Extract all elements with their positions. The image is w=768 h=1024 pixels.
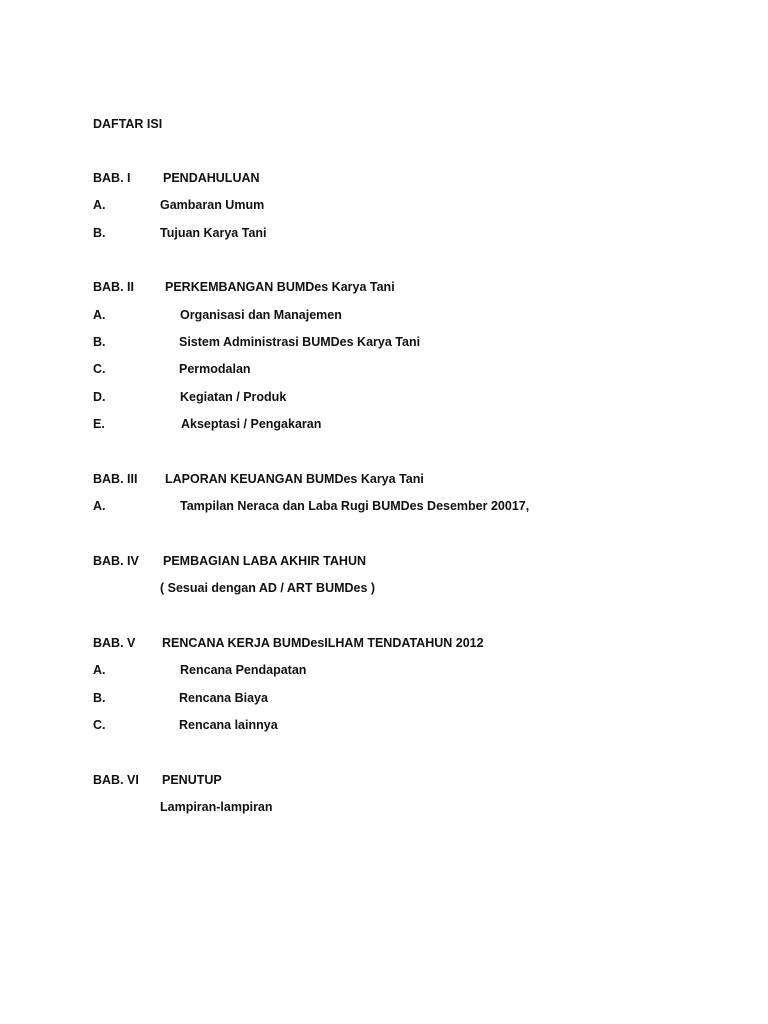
chapter-title: LAPORAN KEUANGAN BUMDes Karya Tani xyxy=(165,472,424,486)
item-letter: A. xyxy=(93,308,106,322)
item-text: Rencana lainnya xyxy=(179,718,278,732)
item-text: Gambaran Umum xyxy=(160,198,265,212)
item-letter: A. xyxy=(93,198,106,212)
item-text: Tujuan Karya Tani xyxy=(160,226,267,240)
item-letter: E. xyxy=(93,417,105,431)
chapter-title: PENUTUP xyxy=(162,773,222,787)
item-letter: B. xyxy=(93,226,106,240)
item-letter: A. xyxy=(93,663,106,677)
chapter-label: BAB. IV xyxy=(93,554,139,568)
chapter-label: BAB. V xyxy=(93,636,136,650)
chapter-title: PENDAHULUAN xyxy=(163,171,260,185)
chapter-title: PEMBAGIAN LABA AKHIR TAHUN xyxy=(163,554,366,568)
item-letter: C. xyxy=(93,718,106,732)
item-letter: B. xyxy=(93,691,106,705)
chapter-label: BAB. I xyxy=(93,171,131,185)
item-text: Rencana Biaya xyxy=(179,691,268,705)
chapter-title: RENCANA KERJA BUMDesILHAM TENDATAHUN 2012 xyxy=(162,636,484,650)
chapter-label: BAB. III xyxy=(93,472,138,486)
item-text: Rencana Pendapatan xyxy=(180,663,307,677)
chapter-label: BAB. II xyxy=(93,280,134,294)
chapter-note: ( Sesuai dengan AD / ART BUMDes ) xyxy=(160,581,376,595)
chapter-label: BAB. VI xyxy=(93,773,139,787)
item-text: Organisasi dan Manajemen xyxy=(180,308,342,322)
item-letter: C. xyxy=(93,362,106,376)
item-text: Akseptasi / Pengakaran xyxy=(181,417,322,431)
item-text: Permodalan xyxy=(179,362,251,376)
item-letter: D. xyxy=(93,390,106,404)
item-text: Kegiatan / Produk xyxy=(180,390,287,404)
chapter-note: Lampiran-lampiran xyxy=(160,800,273,814)
item-text: Tampilan Neraca dan Laba Rugi BUMDes Desember 20017, xyxy=(180,499,530,513)
page-title: DAFTAR ISI xyxy=(93,117,163,131)
item-letter: B. xyxy=(93,335,106,349)
item-letter: A. xyxy=(93,499,106,513)
chapter-title: PERKEMBANGAN BUMDes Karya Tani xyxy=(165,280,395,294)
item-text: Sistem Administrasi BUMDes Karya Tani xyxy=(179,335,421,349)
